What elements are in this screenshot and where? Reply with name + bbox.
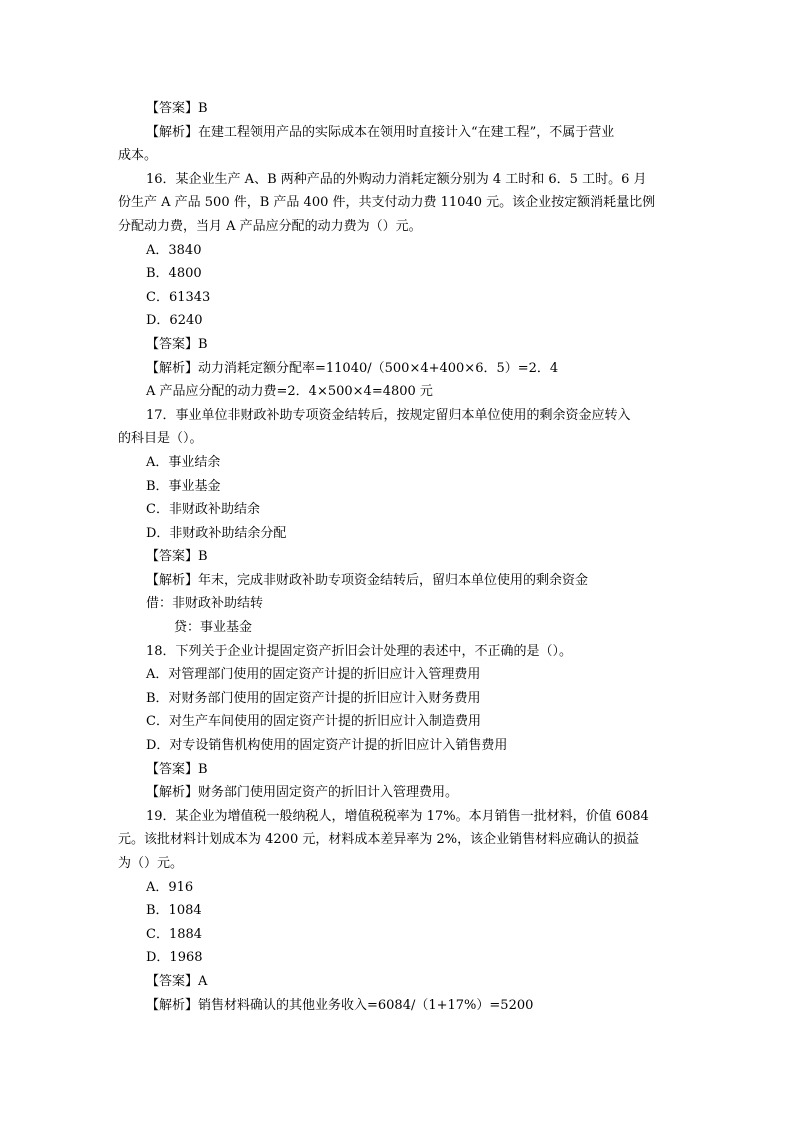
text-line: 分配动力费，当月 A 产品应分配的动力费为（）元。 bbox=[118, 218, 422, 234]
text-line: 为（）元。 bbox=[118, 856, 184, 871]
text-line: 【答案】B bbox=[146, 336, 208, 352]
text-line: 元。该批材料计划成本为 4200 元，材料成本差异率为 2%，该企业销售材料应确认的损益 bbox=[118, 832, 640, 848]
text-line: A．对管理部门使用的固定资产计提的折旧应计入管理费用 bbox=[146, 667, 481, 683]
text-line: 17．事业单位非财政补助专项资金结转后，按规定留归本单位使用的剩余资金应转入 bbox=[146, 407, 631, 423]
text-line: 成本。 bbox=[118, 148, 158, 164]
text-line: B．1084 bbox=[146, 903, 202, 919]
text-line: D．1968 bbox=[146, 950, 203, 966]
text-line: C．61343 bbox=[146, 289, 211, 305]
text-line: A 产品应分配的动力费=2．4×500×4=4800 元 bbox=[146, 384, 433, 400]
text-line: D．对专设销售机构使用的固定资产计提的折旧应计入销售费用 bbox=[146, 738, 508, 754]
text-line: 【答案】B bbox=[146, 761, 208, 777]
text-line: 18．下列关于企业计提固定资产折旧会计处理的表述中，不正确的是（）。 bbox=[146, 643, 573, 659]
text-line: 的科目是（）。 bbox=[118, 431, 203, 447]
text-line: 【答案】A bbox=[146, 973, 208, 989]
text-line: 【答案】B bbox=[146, 549, 208, 565]
text-line: 【解析】在建工程领用产品的实际成本在领用时直接计入“在建工程”，不属于营业 bbox=[146, 124, 615, 140]
text-line: 【解析】销售材料确认的其他业务收入=6084/（1+17%）=5200 bbox=[146, 997, 534, 1013]
text-line: C．1884 bbox=[146, 926, 203, 942]
text-line: 贷：事业基金 bbox=[174, 620, 253, 636]
text-line: A．916 bbox=[146, 879, 194, 895]
text-line: C．对生产车间使用的固定资产计提的折旧应计入制造费用 bbox=[146, 714, 481, 730]
text-line: 【解析】动力消耗定额分配率=11040/（500×4+400×6．5）=2．4 bbox=[146, 360, 559, 376]
text-line: D．6240 bbox=[146, 313, 203, 329]
text-line: 借：非财政补助结转 bbox=[146, 596, 264, 612]
text-line: 【答案】B bbox=[146, 101, 208, 116]
text-line: B．对财务部门使用的固定资产计提的折旧应计入财务费用 bbox=[146, 690, 481, 706]
text-line: 份生产 A 产品 500 件，B 产品 400 件，共支付动力费 11040 元。该企业按定额消耗量比例 bbox=[118, 195, 656, 211]
text-line: D．非财政补助结余分配 bbox=[146, 525, 287, 541]
text-line: 16．某企业生产 A、B 两种产品的外购动力消耗定额分别为 4 工时和 6．5 工时。6 月 bbox=[146, 171, 647, 187]
text-line: A．3840 bbox=[146, 242, 202, 258]
text-line: B．4800 bbox=[146, 266, 202, 282]
text-line: 19．某企业为增值税一般纳税人，增值税税率为 17%。本月销售一批材料，价值 6084 bbox=[146, 808, 649, 824]
text-line: A．事业结余 bbox=[146, 454, 221, 470]
text-line: C．非财政补助结余 bbox=[146, 502, 260, 518]
text-line: 【解析】财务部门使用固定资产的折旧计入管理费用。 bbox=[146, 785, 459, 801]
text-line: 【解析】年末，完成非财政补助专项资金结转后，留归本单位使用的剩余资金 bbox=[146, 572, 589, 588]
text-line: B．事业基金 bbox=[146, 478, 221, 494]
document-body bbox=[118, 97, 678, 1017]
